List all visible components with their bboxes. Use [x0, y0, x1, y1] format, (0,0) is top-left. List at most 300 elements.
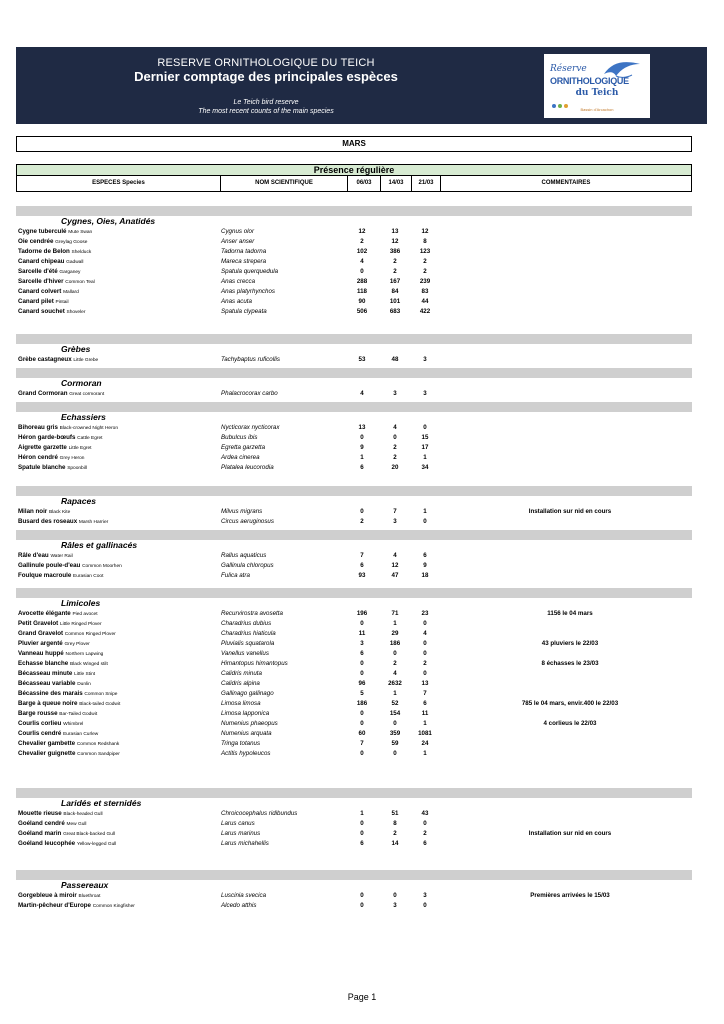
comment: Installation sur nid en cours [528, 508, 612, 515]
count-date-1: 0 [360, 434, 364, 441]
scientific-name: Tringa totanus [221, 740, 261, 747]
count-date-3: 1 [423, 720, 427, 727]
section [16, 588, 692, 759]
species-english-name: Common Ringed Plover [64, 632, 116, 637]
count-date-3: 24 [421, 740, 429, 747]
count-date-3: 3 [423, 356, 427, 363]
count-date-1: 196 [356, 610, 368, 617]
species-row [16, 719, 692, 729]
species-row [16, 819, 692, 829]
count-date-2: 0 [393, 720, 397, 727]
section-title: Râles et gallinacés [61, 540, 138, 550]
count-date-2: 2 [393, 660, 397, 667]
count-date-3: 6 [423, 840, 427, 847]
scientific-name: Calidris alpina [221, 680, 260, 687]
count-date-3: 83 [421, 288, 429, 295]
species-english-name: Mute Swan [68, 230, 93, 235]
species-name [18, 517, 108, 528]
count-date-3: 123 [419, 248, 431, 255]
species-row [16, 709, 692, 719]
count-date-3: 0 [423, 650, 427, 657]
scientific-name: Numenius phaeopus [221, 720, 278, 727]
species-row [16, 227, 692, 237]
col-date-1: 06/03 [348, 176, 381, 191]
count-date-2: 51 [391, 810, 399, 817]
section-title: Echassiers [61, 412, 106, 422]
column-headers [16, 176, 692, 192]
species-english-name: Little Stint [74, 672, 96, 677]
count-date-2: 2 [393, 444, 397, 451]
count-date-2: 0 [393, 434, 397, 441]
species-english-name: Garganey [59, 270, 81, 275]
species-english-name: Bar-Tailed Godwit [59, 712, 98, 717]
count-date-3: 9 [423, 562, 427, 569]
count-date-1: 2 [360, 518, 364, 525]
species-french-name: Bihoreau gris [18, 424, 58, 431]
count-date-3: 2 [423, 660, 427, 667]
scientific-name: Chroicocephalus ridibundus [221, 810, 298, 817]
count-date-3: 11 [421, 710, 429, 717]
section-title: Limicoles [61, 598, 101, 608]
count-date-2: 84 [391, 288, 399, 295]
species-french-name: Cygne tuberculé [18, 228, 67, 235]
species-french-name: Chevalier guignette [18, 750, 76, 757]
species-english-name: Eurasian Coot [73, 574, 104, 579]
species-french-name: Bécasseau minute [18, 670, 73, 677]
count-date-3: 0 [423, 670, 427, 677]
species-english-name: Cattle Egret [77, 436, 103, 441]
species-english-name: Black Winged stilt [69, 662, 108, 667]
count-date-1: 7 [360, 740, 364, 747]
section [16, 334, 692, 365]
section-divider [16, 870, 692, 880]
species-english-name: Grey Plover [64, 642, 90, 647]
count-date-1: 0 [360, 902, 364, 909]
section-divider [16, 368, 692, 378]
species-row [16, 749, 692, 759]
species-english-name: Yellow-legged Gull [76, 842, 117, 847]
count-date-1: 0 [360, 660, 364, 667]
logo-text-reserve: Réserve [550, 64, 587, 74]
scientific-name: Egretta garzetta [221, 444, 266, 451]
count-date-2: 7 [393, 508, 397, 515]
scientific-name: Ardea cinerea [221, 454, 260, 461]
scientific-name: Limosa lapponica [221, 710, 270, 717]
count-date-2: 386 [389, 248, 401, 255]
species-name [18, 749, 120, 760]
species-french-name: Mouette rieuse [18, 810, 62, 817]
species-row [16, 571, 692, 581]
species-row [16, 659, 692, 669]
count-date-1: 0 [360, 508, 364, 515]
scientific-name: Fulica atra [221, 572, 250, 579]
scientific-name: Gallinula chloropus [221, 562, 274, 569]
species-french-name: Courlis cendré [18, 730, 62, 737]
species-english-name: Gadwall [66, 260, 84, 265]
species-row [16, 619, 692, 629]
species-english-name: Grey Heron [59, 456, 85, 461]
species-french-name: Gorgebleue à miroir [18, 892, 77, 899]
species-french-name: Foulque macroule [18, 572, 72, 579]
count-date-1: 0 [360, 720, 364, 727]
count-date-3: 2 [423, 268, 427, 275]
count-date-1: 9 [360, 444, 364, 451]
species-row [16, 739, 692, 749]
scientific-name: Luscinia svecica [221, 892, 267, 899]
species-english-name: Great cormorant [69, 392, 105, 397]
species-french-name: Goéland marin [18, 830, 62, 837]
count-date-3: 13 [421, 680, 429, 687]
scientific-name: Circus aeruginosus [221, 518, 274, 525]
logo-text-teich: du Teich [575, 88, 619, 98]
count-date-3: 3 [423, 892, 427, 899]
species-english-name: Greylag Goose [55, 240, 88, 245]
species-row [16, 433, 692, 443]
species-english-name: Spoonbill [67, 466, 87, 471]
section-title: Laridés et sternidés [61, 798, 142, 808]
species-french-name: Grand Gravelot [18, 630, 64, 637]
count-date-2: 12 [391, 562, 399, 569]
english-subtitle: The most recent counts of the main species [198, 108, 334, 115]
comment: 43 pluviers le 22/03 [541, 640, 599, 647]
scientific-name: Milvus migrans [221, 508, 263, 515]
species-french-name: Héron cendré [18, 454, 58, 461]
scientific-name: Numenius arquata [221, 730, 272, 737]
scientific-name: Alcedo atthis [221, 902, 257, 909]
count-date-3: 7 [423, 690, 427, 697]
species-name [18, 839, 116, 850]
count-date-3: 43 [421, 810, 429, 817]
count-date-2: 683 [389, 308, 401, 315]
scientific-name: Larus michahellis [221, 840, 269, 847]
count-date-2: 4 [393, 424, 397, 431]
logo-text-ornithologique: ORNITHOLOGIQUE [550, 76, 629, 86]
count-date-2: 3 [393, 390, 397, 397]
col-date-2: 14/03 [381, 176, 412, 191]
section [16, 486, 692, 527]
count-date-2: 101 [389, 298, 401, 305]
report-header [16, 47, 707, 124]
scientific-name: Nycticorax nycticorax [221, 424, 280, 431]
comment: 4 corlieus le 22/03 [543, 720, 597, 727]
species-row [16, 639, 692, 649]
logo-text-bassin: Bassin d'Arcachon [580, 107, 614, 112]
species-english-name: Whimbrel [63, 722, 84, 727]
species-row [16, 689, 692, 699]
count-date-2: 2 [393, 454, 397, 461]
species-french-name: Râle d'eau [18, 552, 49, 559]
reserve-name: RESERVE ORNITHOLOGIQUE DU TEICH [157, 57, 375, 69]
count-date-2: 359 [389, 730, 401, 737]
count-date-1: 3 [360, 640, 364, 647]
species-english-name: Common Sandpiper [77, 752, 120, 757]
species-row [16, 609, 692, 619]
count-date-1: 6 [360, 562, 364, 569]
species-row [16, 267, 692, 277]
count-date-3: 1 [423, 454, 427, 461]
species-french-name: Grand Cormoran [18, 390, 68, 397]
scientific-name: Platalea leucorodia [221, 464, 274, 471]
species-french-name: Pluvier argenté [18, 640, 63, 647]
species-english-name: Little Ringed Plover [59, 622, 102, 627]
count-date-2: 1 [393, 690, 397, 697]
species-french-name: Martin-pêcheur d'Europe [18, 902, 91, 909]
count-date-2: 1 [393, 620, 397, 627]
scientific-name: Bubulcus ibis [221, 434, 258, 441]
count-date-2: 167 [389, 278, 401, 285]
species-name [18, 355, 98, 366]
species-row [16, 517, 692, 527]
species-english-name: Little Egret [68, 446, 92, 451]
count-date-2: 59 [391, 740, 399, 747]
report-title: Dernier comptage des principales espèces [134, 69, 398, 84]
scientific-name: Larus canus [221, 820, 255, 827]
section-title: Passereaux [61, 880, 109, 890]
count-date-3: 239 [419, 278, 431, 285]
species-english-name: Black-tailed Godwit [79, 702, 121, 707]
count-date-3: 2 [423, 258, 427, 265]
count-date-3: 1 [423, 508, 427, 515]
species-row [16, 507, 692, 517]
section-divider [16, 530, 692, 540]
section [16, 788, 692, 849]
count-date-1: 4 [360, 258, 364, 265]
scientific-name: Calidris minuta [221, 670, 262, 677]
count-date-1: 0 [360, 710, 364, 717]
count-date-2: 4 [393, 552, 397, 559]
species-french-name: Canard souchet [18, 308, 65, 315]
species-english-name: Pied avocet [72, 612, 98, 617]
section [16, 402, 692, 473]
section-title: Grèbes [61, 344, 91, 354]
scientific-name: Vanellus vanellus [221, 650, 269, 657]
species-row [16, 629, 692, 639]
species-row [16, 463, 692, 473]
section [16, 870, 692, 911]
scientific-name: Charadrius hiaticula [221, 630, 276, 637]
scientific-name: Larus marinus [221, 830, 261, 837]
species-row [16, 891, 692, 901]
species-french-name: Petit Gravelot [18, 620, 59, 627]
count-date-3: 0 [423, 424, 427, 431]
section [16, 530, 692, 581]
species-row [16, 297, 692, 307]
month-title: MARS [16, 136, 692, 152]
species-english-name: Mew Gull [66, 822, 87, 827]
species-row [16, 257, 692, 267]
table-header [16, 164, 692, 192]
species-french-name: Sarcelle d'été [18, 268, 58, 275]
count-date-1: 0 [360, 620, 364, 627]
count-date-3: 3 [423, 390, 427, 397]
species-french-name: Vanneau huppé [18, 650, 64, 657]
section-title: Cormoran [61, 378, 102, 388]
species-french-name: Tadorne de Belon [18, 248, 70, 255]
count-date-1: 6 [360, 464, 364, 471]
species-french-name: Courlis corlieu [18, 720, 62, 727]
species-row [16, 669, 692, 679]
species-row [16, 277, 692, 287]
count-date-1: 53 [358, 356, 366, 363]
count-date-1: 0 [360, 820, 364, 827]
species-french-name: Sarcelle d'hiver [18, 278, 64, 285]
count-date-1: 6 [360, 840, 364, 847]
species-row [16, 389, 692, 399]
count-date-1: 0 [360, 670, 364, 677]
species-english-name: Shoveler [66, 310, 86, 315]
species-row [16, 729, 692, 739]
count-date-3: 0 [423, 820, 427, 827]
scientific-name: Recurvirostra avosetta [221, 610, 283, 617]
scientific-name: Gallinago gallinago [221, 690, 274, 697]
count-date-1: 96 [358, 680, 366, 687]
species-french-name: Milan noir [18, 508, 48, 515]
count-date-2: 4 [393, 670, 397, 677]
species-row [16, 699, 692, 709]
species-row [16, 355, 692, 365]
species-row [16, 839, 692, 849]
count-date-2: 2 [393, 258, 397, 265]
species-english-name: Northern Lapwing [65, 652, 104, 657]
species-english-name: Common Snipe [84, 692, 118, 697]
species-french-name: Héron garde-bœufs [18, 434, 76, 441]
species-french-name: Barge à queue noire [18, 700, 78, 707]
count-date-1: 118 [357, 288, 367, 295]
count-date-2: 48 [391, 356, 399, 363]
section-divider [16, 486, 692, 496]
count-date-2: 154 [389, 710, 401, 717]
comment: 1156 le 04 mars [547, 610, 593, 617]
species-french-name: Goéland cendré [18, 820, 65, 827]
scientific-name: Tadorna tadorna [221, 248, 267, 255]
count-date-3: 15 [421, 434, 429, 441]
count-date-2: 3 [393, 902, 397, 909]
count-date-3: 44 [421, 298, 429, 305]
count-date-2: 47 [391, 572, 399, 579]
species-french-name: Goéland leucophée [18, 840, 76, 847]
species-french-name: Canard chipeau [18, 258, 65, 265]
count-date-1: 102 [356, 248, 368, 255]
species-row [16, 453, 692, 463]
count-date-3: 34 [421, 464, 429, 471]
species-english-name: Black-headed Gull [63, 812, 103, 817]
count-date-1: 1 [360, 454, 364, 461]
scientific-name: Himantopus himantopus [221, 660, 288, 667]
count-date-1: 13 [358, 424, 366, 431]
species-french-name: Echasse blanche [18, 660, 69, 667]
section [16, 206, 692, 317]
count-date-2: 0 [393, 892, 397, 899]
comment: 8 échasses le 23/03 [541, 660, 599, 667]
scientific-name: Charadrius dubius [221, 620, 272, 627]
count-date-1: 288 [356, 278, 368, 285]
count-date-1: 90 [358, 298, 366, 305]
count-date-1: 186 [356, 700, 368, 707]
table-title: Présence régulière [16, 164, 692, 176]
species-english-name: Common Redshank [76, 742, 120, 747]
species-english-name: Shelduck [71, 250, 92, 255]
species-english-name: Bluethroat [78, 894, 101, 899]
comment: 785 le 04 mars, envir.400 le 22/03 [521, 700, 619, 707]
species-row [16, 649, 692, 659]
section-title: Rapaces [61, 496, 96, 506]
species-row [16, 423, 692, 433]
species-french-name: Spatule blanche [18, 464, 66, 471]
count-date-2: 52 [391, 700, 399, 707]
species-french-name: Barge rousse [18, 710, 58, 717]
count-date-1: 0 [360, 750, 364, 757]
species-french-name: Busard des roseaux [18, 518, 78, 525]
species-english-name: Dunlin [77, 682, 91, 687]
count-date-2: 2 [393, 830, 397, 837]
count-date-1: 506 [356, 308, 368, 315]
section-divider [16, 788, 692, 798]
species-name [18, 901, 135, 912]
species-name [18, 571, 103, 582]
section [16, 368, 692, 399]
species-name [18, 307, 85, 318]
species-english-name: Black-crowned Night Heron [59, 426, 119, 431]
comment: Premières arrivées le 15/03 [530, 892, 610, 899]
count-date-2: 71 [391, 610, 399, 617]
species-french-name: Oie cendrée [18, 238, 54, 245]
col-scientific: NOM SCIENTIFIQUE [221, 176, 348, 191]
species-french-name: Gallinule poule-d'eau [18, 562, 81, 569]
species-row [16, 901, 692, 911]
species-english-name: Eurasian Curlew [63, 732, 99, 737]
count-date-2: 0 [393, 650, 397, 657]
count-date-3: 12 [421, 228, 429, 235]
count-date-3: 0 [423, 518, 427, 525]
count-date-3: 23 [421, 610, 429, 617]
species-english-name: Marsh Harrier [78, 520, 109, 525]
scientific-name: Actitis hypoleucos [221, 750, 271, 757]
species-english-name: Common Teal [65, 280, 95, 285]
section-title: Cygnes, Oies, Anatidés [61, 216, 156, 226]
scientific-name: Spatula clypeata [221, 308, 267, 315]
scientific-name: Limosa limosa [221, 700, 261, 707]
count-date-2: 13 [391, 228, 399, 235]
species-french-name: Chevalier gambette [18, 740, 76, 747]
species-english-name: Common Moorhen [82, 564, 122, 569]
count-date-1: 1 [360, 810, 364, 817]
count-date-1: 5 [360, 690, 364, 697]
count-date-2: 2632 [388, 680, 402, 687]
count-date-2: 29 [391, 630, 399, 637]
count-date-3: 0 [423, 640, 427, 647]
col-species: ESPECES Species [17, 176, 221, 191]
page-number: Page 1 [347, 992, 377, 1002]
count-date-2: 186 [389, 640, 401, 647]
species-english-name: Little Grebe [73, 358, 99, 363]
species-english-name: Pintail [55, 300, 69, 305]
species-row [16, 247, 692, 257]
count-date-2: 2 [393, 268, 397, 275]
scientific-name: Anas platyrhynchos [221, 288, 275, 295]
species-row [16, 551, 692, 561]
species-english-name: Common Kingfisher [92, 904, 135, 909]
count-date-3: 6 [423, 700, 427, 707]
scientific-name: Pluvialis squatarola [221, 640, 275, 647]
scientific-name: Rallus aquaticus [221, 552, 267, 559]
section-divider [16, 402, 692, 412]
scientific-name: Mareca strepera [221, 258, 267, 265]
species-name [18, 463, 87, 474]
count-date-1: 93 [358, 572, 366, 579]
count-date-1: 0 [360, 268, 364, 275]
count-date-3: 8 [423, 238, 427, 245]
scientific-name: Anser anser [221, 238, 255, 245]
